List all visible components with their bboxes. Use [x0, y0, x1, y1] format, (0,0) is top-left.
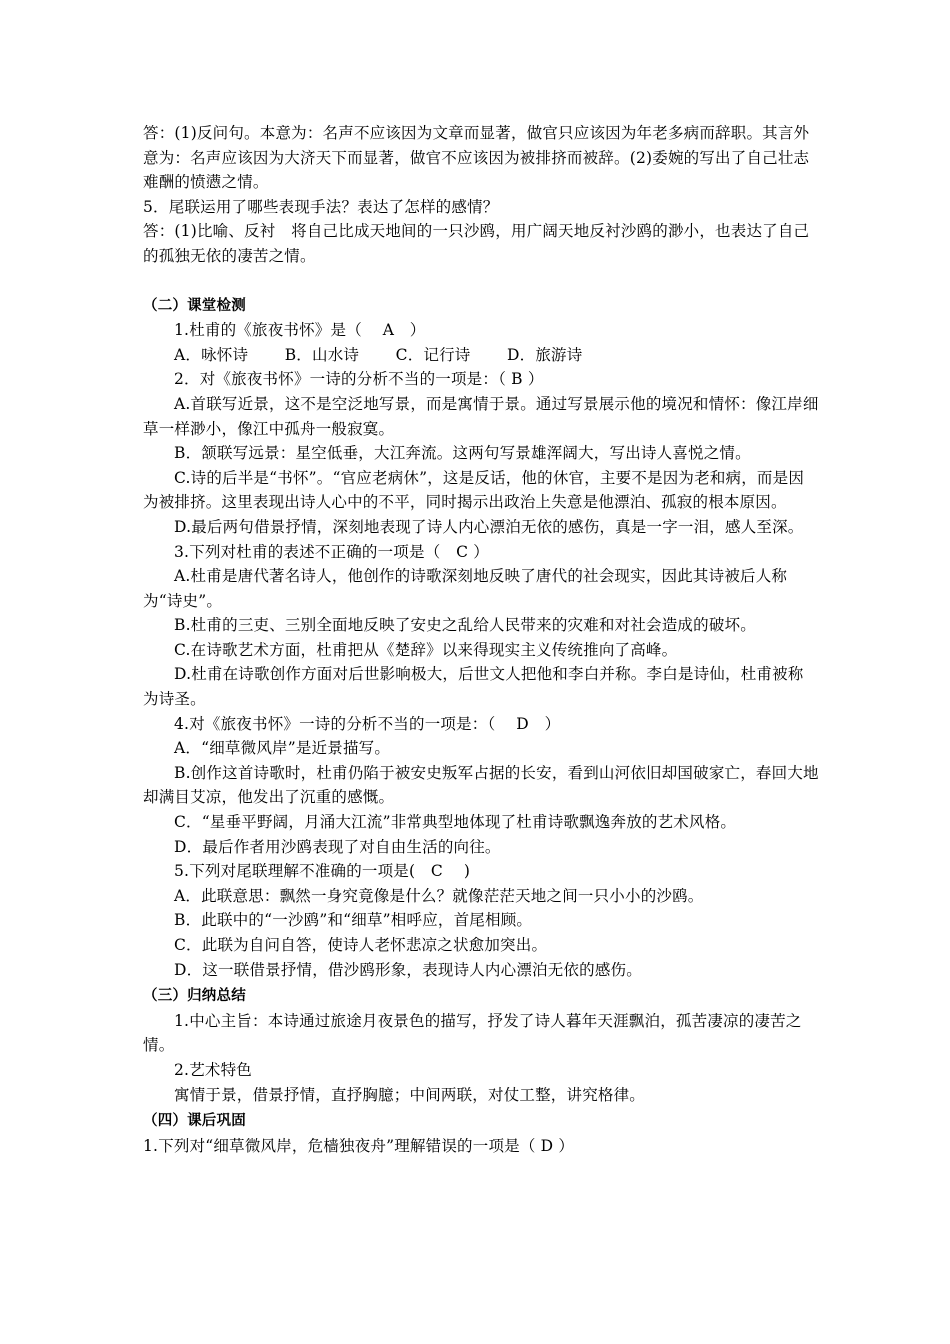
test-question-5-option-a: A．此联意思：飘然一身究竟像是什么？就像茫茫天地之间一只小小的沙鸥。 [174, 886, 704, 905]
test-question-4-option-c: C．“星垂平野阔，月涌大江流”非常典型地体现了杜甫诗歌飘逸奔放的艺术风格。 [174, 813, 737, 832]
test-question-3-option-d: D.杜甫在诗歌创作方面对后世影响极大，后世文人把他和李白并称。李白是诗仙，杜甫被称为诗圣。 [143, 665, 804, 709]
test-question-2-option-b: B．颔联写远景：星空低垂，大江奔流。这两句写景雄浑阔大，写出诗人喜悦之情。 [174, 444, 751, 463]
test-question-5: 5.下列对尾联理解不准确的一项是( C ) [174, 862, 471, 881]
document-body [143, 121, 819, 1158]
summary-theme: 1.中心主旨：本诗通过旅途月夜景色的描写，抒发了诗人暮年天涯飘泊，孤苦凄凉的凄苦之情。 [143, 1011, 802, 1055]
test-question-2-option-c: C.诗的后半是“书怀”。“官应老病休”，这是反话，他的休官，主要不是因为老和病，而是因为被排挤。这里表现出诗人心中的不平，同时揭示出政治上失意是他漂泊、孤寂的根本原因。 [143, 468, 805, 512]
test-question-4-option-b: B.创作这首诗歌时，杜甫仍陷于被安史叛军占据的长安，看到山河依旧却国破家亡，春回大地却满目艾凉，他发出了沉重的感慨。 [143, 763, 819, 807]
test-question-3-option-a: A.杜甫是唐代著名诗人，他创作的诗歌深刻地反映了唐代的社会现实，因此其诗被后人称为“诗史”。 [143, 567, 788, 610]
summary-art-text: 寓情于景，借景抒情，直抒胸臆；中间两联，对仗工整，讲究格律。 [174, 1085, 646, 1104]
question-5: 5．尾联运用了哪些表现手法？表达了怎样的感情？ [143, 197, 499, 216]
test-question-3-option-b: B.杜甫的三吏、三别全面地反映了安史之乱给人民带来的灾难和对社会造成的破坏。 [174, 616, 756, 635]
test-question-2: 2．对《旅夜书怀》一诗的分析不当的一项是：（ B ） [174, 370, 544, 389]
test-question-4-option-a: A．“细草微风岸”是近景描写。 [174, 739, 391, 758]
test-question-5-option-c: C．此联为自问自答，使诗人老怀悲凉之状愈加突出。 [174, 936, 548, 954]
answer-paragraph: 答：(1)反问句。本意为：名声不应该因为文章而显著，做官只应该因为年老多病而辞职。其言外意为：名声应该因为大济天下而显著，做官不应该因为被排挤而被辞。(2)委婉的写出了自己壮志难酬的愤懑之情。 [143, 124, 810, 192]
answer-5: 答：(1)比喻、反衬 将自己比成天地间的一只沙鸥，用广阔天地反衬沙鸥的渺小，也表达了自己的孤独无依的凄苦之情。 [143, 222, 810, 265]
test-question-3-option-c: C.在诗歌艺术方面，杜甫把从《楚辞》以来得现实主义传统推向了高峰。 [174, 640, 678, 659]
test-question-2-option-d: D.最后两句借景抒情，深刻地表现了诗人内心漂泊无依的感伤，真是一字一泪，感人至深。 [174, 517, 804, 536]
summary-art-heading: 2.艺术特色 [174, 1060, 252, 1079]
test-question-2-option-a: A.首联写近景，这不是空泛地写景，而是寓情于景。通过写景展示他的境况和情怀：像江岸细草一样渺小，像江中孤舟一般寂寞。 [143, 394, 819, 438]
test-question-4: 4.对《旅夜书怀》一诗的分析不当的一项是：（ D ） [174, 714, 561, 733]
test-question-5-option-d: D．这一联借景抒情，借沙鸥形象，表现诗人内心漂泊无依的感伤。 [174, 960, 642, 979]
section-heading-summary: （三）归纳总结 [143, 988, 246, 1005]
test-question-1: 1.杜甫的《旅夜书怀》是（ A ） [174, 321, 426, 340]
section-heading-classroom-test: （二）课堂检测 [143, 297, 246, 314]
test-question-5-option-b: B．此联中的“一沙鸥”和“细草”相呼应，首尾相顾。 [174, 911, 533, 930]
test-question-3: 3.下列对杜甫的表述不正确的一项是（ C ） [174, 542, 489, 561]
section-heading-after-class: （四）课后巩固 [143, 1113, 246, 1130]
test-question-4-option-d: D．最后作者用沙鸥表现了对自由生活的向往。 [174, 837, 501, 856]
after-class-question-1: 1.下列对“细草微风岸，危樯独夜舟”理解错误的一项是（ D ） [143, 1136, 575, 1155]
test-question-1-options: A．咏怀诗 B．山水诗 C．记行诗 D．旅游诗 [174, 345, 583, 364]
spacer [143, 269, 819, 292]
